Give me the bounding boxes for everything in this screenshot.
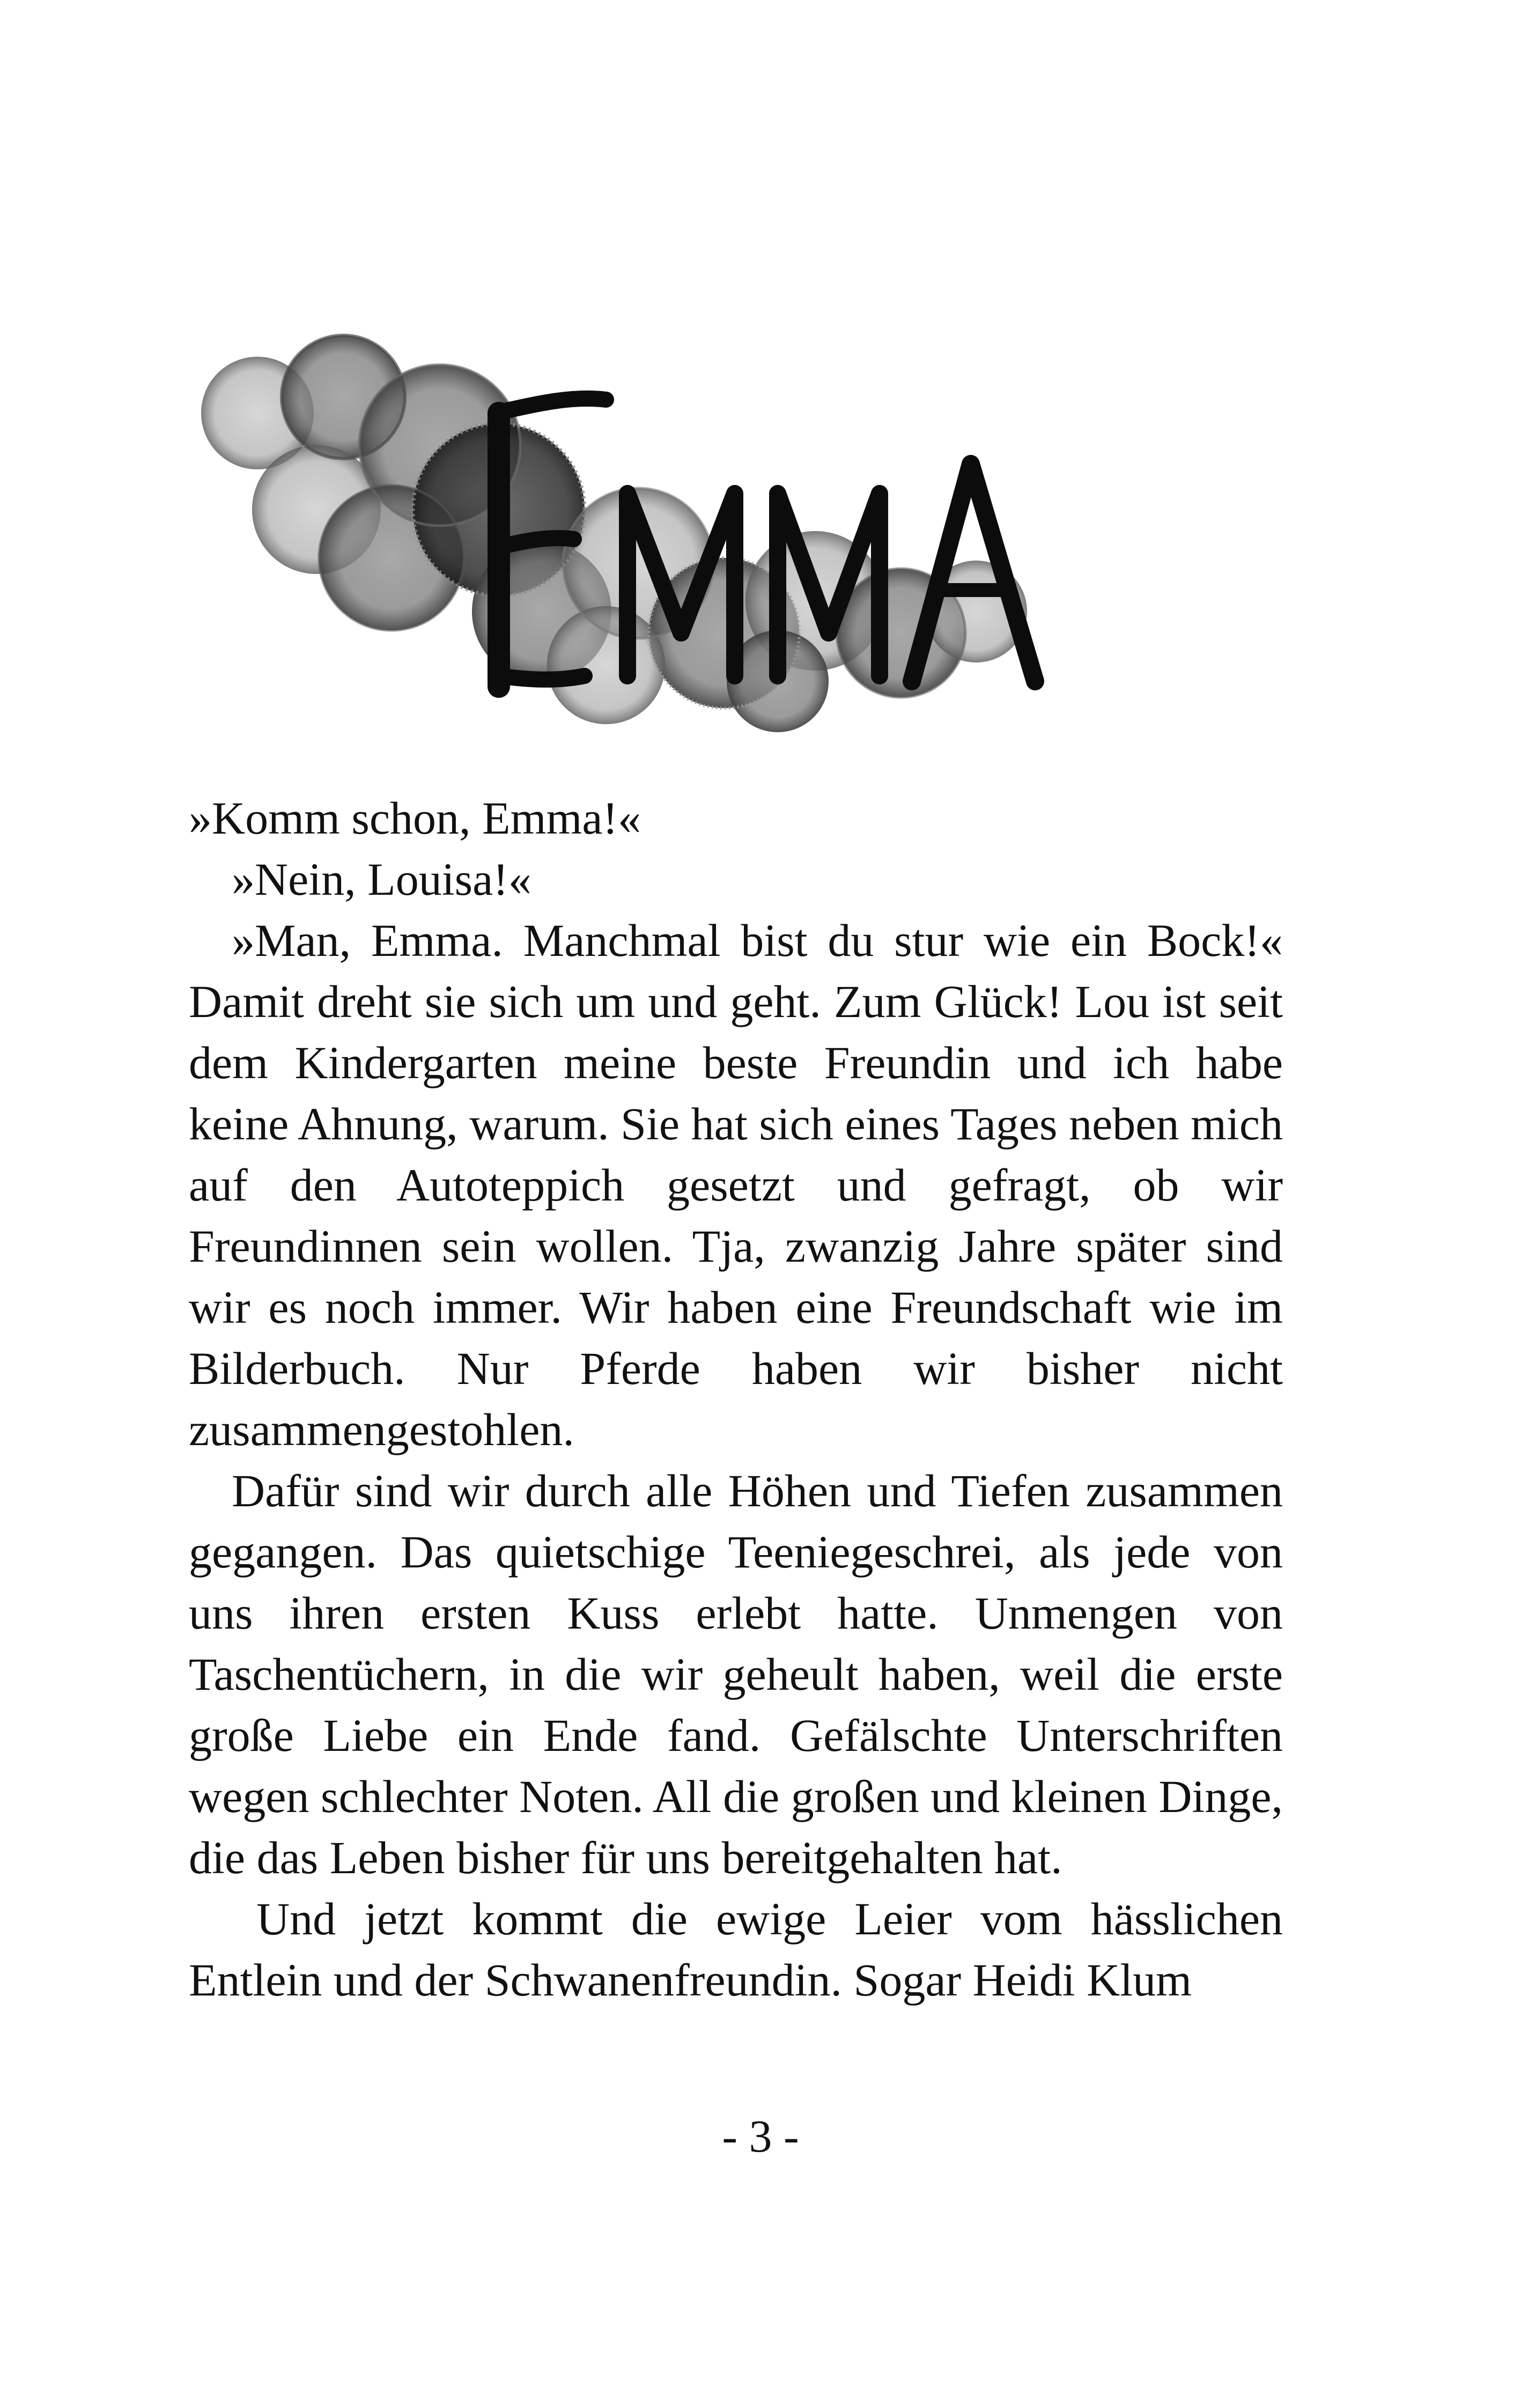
chapter-title-art (198, 333, 1067, 762)
chapter-header (198, 333, 1067, 762)
paragraph: »Man, Emma. Manchmal bist du stur wie ein Bock!« Damit dreht sie sich um und geht. Zum Glück! Lou ist seit dem Kindergarten meine beste Freundin und ich habe keine Ahnung, warum. Sie hat sich eines Tages neben mich auf den Autoteppich gesetzt und gefragt, ob wir Freundinnen sein wollen. Tja, zwanzig Jahre später sind wir es noch immer. Wir haben eine Freundschaft wie im Bilderbuch. Nur Pferde haben wir bisher nicht zusammengestohlen. (189, 915, 1283, 1455)
paragraph: »Komm schon, Emma!« (189, 792, 641, 844)
chapter-body (189, 787, 1283, 2011)
ink-splash (201, 335, 1027, 732)
paragraph: »Nein, Louisa!« (232, 853, 531, 905)
page-number: - 3 - (722, 2110, 799, 2162)
paragraph: Dafür sind wir durch alle Höhen und Tiefen zusammen gegangen. Das quietschige Teeniegeschrei, als jede von uns ihren ersten Kuss erlebt hatte. Unmengen von Taschentüchern, in die wir geheult haben, weil die erste große Liebe ein Ende fand. Gefälschte Unterschriften wegen schlechter Noten. All die großen und kleinen Dinge, die das Leben bisher für uns bereitgehalten hat. (189, 1465, 1283, 1883)
paragraph: Und jetzt kommt die ewige Leier vom hässlichen Entlein und der Schwanenfreundin. Sogar Heidi Klum (189, 1893, 1283, 2006)
